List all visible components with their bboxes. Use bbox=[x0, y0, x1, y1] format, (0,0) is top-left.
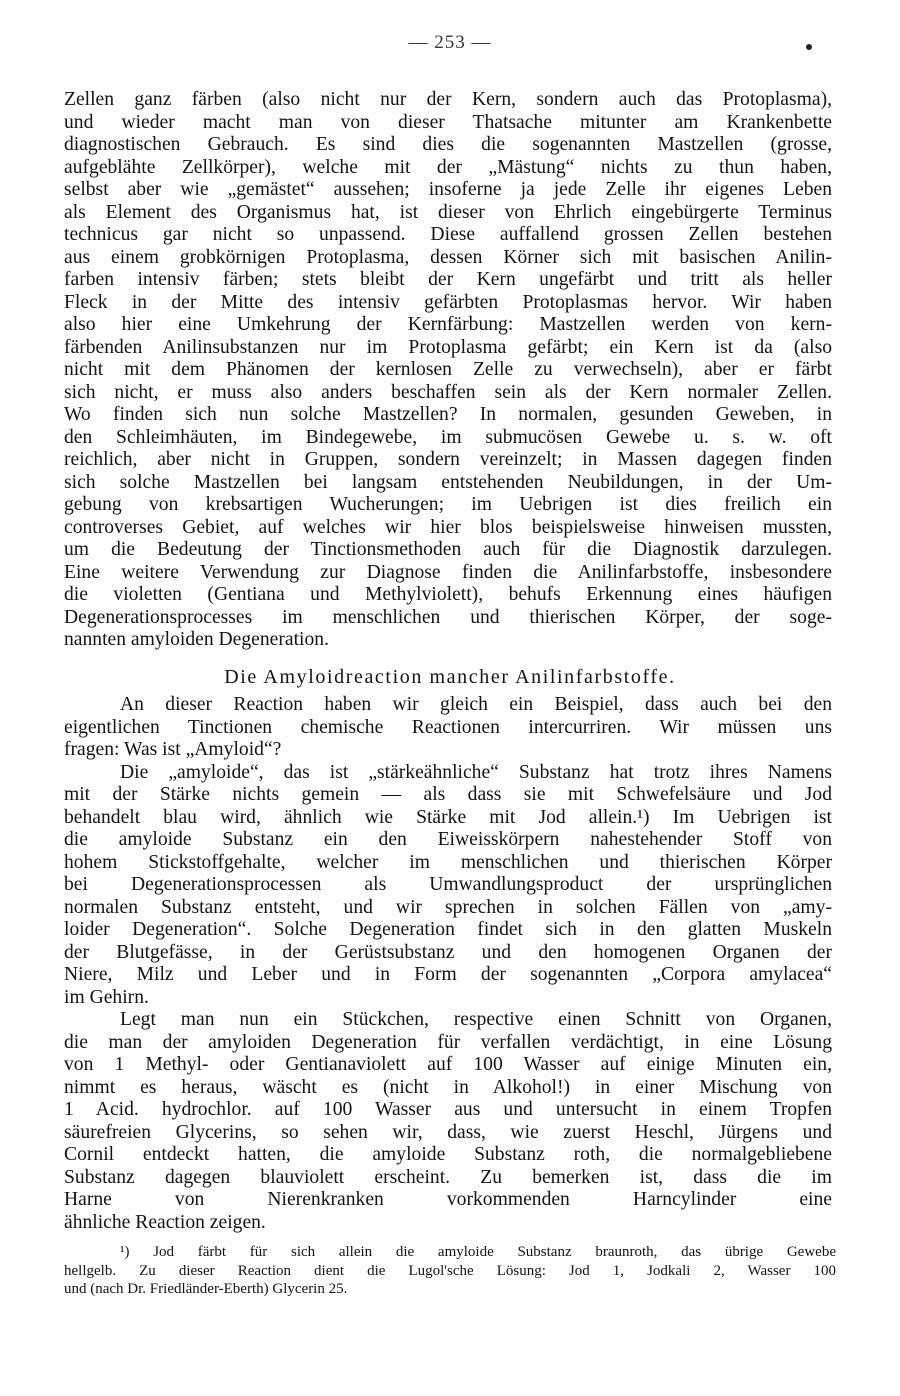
text-line: die amyloide Substanz ein den Eiweisskörpern nahestehender Stoff von bbox=[64, 829, 832, 850]
text-line: nannten amyloiden Degeneration. bbox=[64, 629, 329, 650]
text-line: den Schleimhäuten, im Bindegewebe, im submucösen Gewebe u. s. w. oft bbox=[64, 426, 832, 448]
text-line: selbst aber wie „gemästet“ aussehen; insoferne ja jede Zelle ihr eigenes Leben bbox=[64, 179, 832, 200]
text-line: loider Degeneration“. Solche Degeneration findet sich in den glatten Muskeln bbox=[64, 919, 832, 940]
text-line: die violetten (Gentiana und Methylviolett), behufs Erkennung eines häufigen bbox=[64, 584, 832, 605]
text-line: diagnostischen Gebrauch. Es sind dies die sogenannten Mastzellen (grosse, bbox=[64, 134, 832, 155]
text-line: säurefreien Glycerins, so sehen wir, dass, wie zuerst Heschl, Jürgens und bbox=[64, 1121, 832, 1143]
text-line: Harne von Nierenkranken vorkommenden Harncylinder eine bbox=[64, 1189, 832, 1210]
text-line: ähnliche Reaction zeigen. bbox=[64, 1211, 266, 1233]
text-line: aus einem grobkörnigen Protoplasma, dessen Körner sich mit basischen Anilin- bbox=[64, 246, 832, 268]
text-line: normalen Substanz entsteht, und wir sprechen in solchen Fällen von „amy- bbox=[64, 896, 832, 918]
text-line: eigentlichen Tinctionen chemische Reactionen intercurriren. Wir müssen uns bbox=[64, 716, 832, 738]
footnote-line: hellgelb. Zu dieser Reaction dient die Lugol'sche Lösung: Jod 1, Jodkali 2, Wasser 100 bbox=[64, 1262, 836, 1279]
text-line: technicus gar nicht so unpassend. Diese auffallend grossen Zellen bestehen bbox=[64, 224, 832, 245]
text-line: Cornil entdeckt hatten, die amyloide Substanz roth, die normalgebliebene bbox=[64, 1144, 832, 1165]
text-line: mit der Stärke nichts gemein — als dass sie mit Schwefelsäure und Jod bbox=[64, 784, 832, 805]
text-line: hohem Stickstoffgehalte, welcher im menschlichen und thierischen Körper bbox=[64, 851, 832, 873]
text-line: An dieser Reaction haben wir gleich ein Beispiel, dass auch bei den bbox=[120, 694, 832, 715]
text-line: also hier eine Umkehrung der Kernfärbung: Mastzellen werden von kern- bbox=[64, 314, 832, 335]
text-line: nicht mit dem Phänomen der kernlosen Zelle zu verwechseln), aber er färbt bbox=[64, 359, 832, 380]
text-line: controverses Gebiet, auf welches wir hier blos beispielsweise hinweisen mussten, bbox=[64, 516, 832, 538]
text-line: nimmt es heraus, wäscht es (nicht in Alkohol!) in einer Mischung von bbox=[64, 1076, 832, 1098]
paragraph-mastzellen bbox=[64, 89, 832, 652]
ink-speck bbox=[806, 44, 812, 50]
text-line: bei Degenerationsprocessen als Umwandlungsproduct der ursprünglichen bbox=[64, 874, 832, 895]
text-line: Eine weitere Verwendung zur Diagnose finden die Anilinfarbstoffe, insbesondere bbox=[64, 561, 832, 583]
text-line: aufgeblähte Zellkörper), welche mit der „Mästung“ nichts zu thun haben, bbox=[64, 156, 832, 178]
text-line: Substanz dagegen blauviolett erscheint. Zu bemerken ist, dass die im bbox=[64, 1166, 832, 1188]
text-line: Zellen ganz färben (also nicht nur der Kern, sondern auch das Protoplasma), bbox=[64, 89, 832, 110]
text-line: Legt man nun ein Stückchen, respective einen Schnitt von Organen, bbox=[120, 1009, 832, 1030]
text-line: sich nicht, er muss also anders beschaffen sein als der Kern normaler Zellen. bbox=[64, 381, 832, 403]
text-line: und wieder macht man von dieser Thatsache mitunter am Krankenbette bbox=[64, 111, 832, 133]
paragraph-amyloid bbox=[64, 694, 832, 1234]
section-heading: Die Amyloidreaction mancher Anilinfarbstoffe. bbox=[224, 666, 676, 688]
text-line: farben intensiv färben; stets bleibt der Kern ungefärbt und tritt als heller bbox=[64, 269, 832, 290]
text-line: behandelt blau wird, ähnlich wie Stärke mit Jod allein.¹) Im Uebrigen ist bbox=[64, 806, 832, 828]
text-line: fragen: Was ist „Amyloid“? bbox=[64, 739, 282, 760]
footnote bbox=[64, 1243, 836, 1299]
text-line: im Gehirn. bbox=[64, 986, 149, 1008]
text-line: als Element des Organismus hat, ist dieser von Ehrlich eingebürgerte Terminus bbox=[64, 201, 832, 223]
text-line: Fleck in der Mitte des intensiv gefärbten Protoplasmas hervor. Wir haben bbox=[64, 291, 832, 313]
text-line: Degenerationsprocesses im menschlichen und thierischen Körper, der soge- bbox=[64, 606, 832, 628]
text-line: sich solche Mastzellen bei langsam entstehenden Neubildungen, in der Um- bbox=[64, 471, 832, 493]
text-line: reichlich, aber nicht in Gruppen, sondern vereinzelt; in Massen dagegen finden bbox=[64, 449, 832, 470]
text-line: färbenden Anilinsubstanzen nur im Protoplasma gefärbt; ein Kern ist da (also bbox=[64, 336, 832, 358]
text-line: 1 Acid. hydrochlor. auf 100 Wasser aus und untersucht in einem Tropfen bbox=[64, 1099, 832, 1120]
page-number: — 253 — bbox=[408, 32, 492, 53]
text-line: Die „amyloide“, das ist „stärkeähnliche“ Substanz hat trotz ihres Namens bbox=[120, 761, 832, 783]
text-line: der Blutgefässe, in der Gerüstsubstanz und den homogenen Organen der bbox=[64, 941, 832, 963]
footnote-line: ¹) Jod färbt für sich allein die amyloide Substanz braunroth, das übrige Gewebe bbox=[120, 1244, 836, 1260]
text-line: Wo finden sich nun solche Mastzellen? In normalen, gesunden Geweben, in bbox=[64, 404, 832, 425]
text-line: von 1 Methyl- oder Gentianaviolett auf 100 Wasser auf einige Minuten ein, bbox=[64, 1054, 832, 1075]
text-line: Niere, Milz und Leber und in Form der sogenannten „Corpora amylacea“ bbox=[64, 964, 832, 985]
text-line: um die Bedeutung der Tinctionsmethoden auch für die Diagnostik darzulegen. bbox=[64, 539, 832, 560]
text-line: die man der amyloiden Degeneration für verfallen verdächtigt, in eine Lösung bbox=[64, 1031, 832, 1053]
footnote-line: und (nach Dr. Friedländer-Eberth) Glycerin 25. bbox=[64, 1281, 348, 1297]
text-line: gebung von krebsartigen Wucherungen; im Uebrigen ist dies freilich ein bbox=[64, 494, 832, 515]
